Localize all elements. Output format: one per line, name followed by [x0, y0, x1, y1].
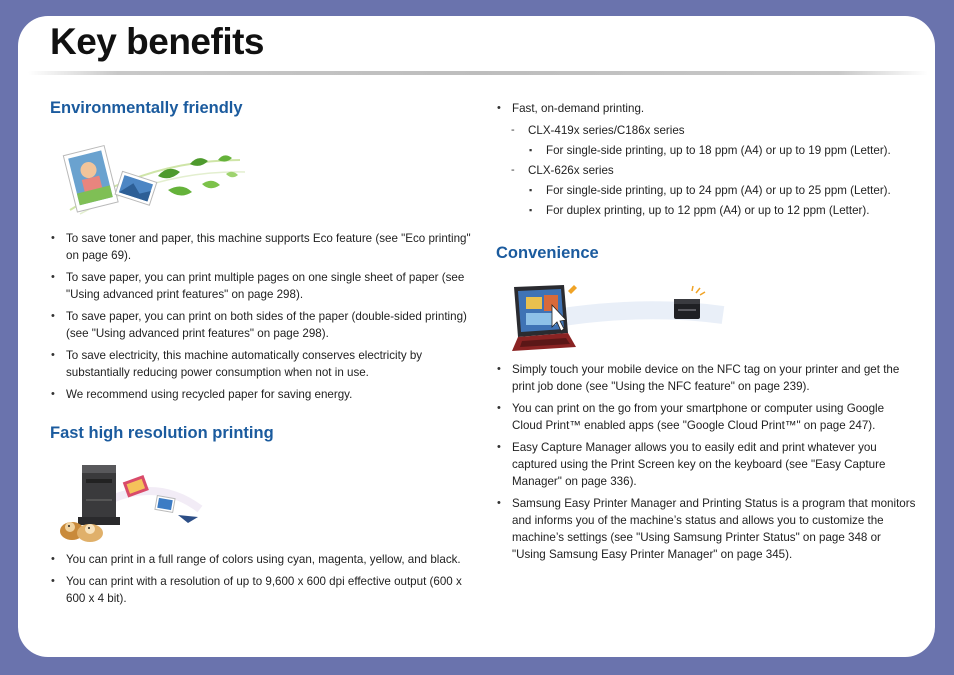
list-item: • Simply touch your mobile device on the NFC tag on your printer and get the print job done (see "Using the NFC feature" on page 239). [496, 361, 916, 395]
list-item: • To save toner and paper, this machine supports Eco feature (see "Eco printing" on page 69). [50, 230, 475, 264]
printer-figure [50, 459, 475, 551]
convenience-figure [496, 281, 916, 361]
eco-figure [50, 140, 475, 230]
environment-list [50, 230, 475, 403]
section-heading-environment: Environmentally friendly [50, 99, 243, 117]
eco-leaves-photo-icon [50, 140, 250, 218]
list-item: • Easy Capture Manager allows you to easily edit and print whatever you captured using the Print Screen key on the keyboard (see "Easy Capture Manager" on page 336). [496, 439, 916, 490]
spec-item: ▪ For single-side printing, up to 18 ppm (A4) or up to 19 ppm (Letter). [496, 142, 916, 159]
document-page [18, 16, 935, 657]
list-item: • To save paper, you can print multiple pages on one single sheet of paper (see "Using advanced print features" on page 298). [50, 269, 475, 303]
fast-printing-list [50, 551, 475, 607]
list-item: • Fast, on-demand printing. [496, 100, 916, 117]
list-item: • To save paper, you can print on both sides of the paper (double-sided printing) (see "Using advanced print features" on page 298). [50, 308, 475, 342]
title-divider [28, 71, 928, 75]
list-item: • You can print in a full range of colors using cyan, magenta, yellow, and black. [50, 551, 475, 568]
spec-item: ▪ For single-side printing, up to 24 ppm (A4) or up to 25 ppm (Letter). [496, 182, 916, 199]
list-item: • We recommend using recycled paper for saving energy. [50, 386, 475, 403]
model-item: - CLX-419x series/C186x series [496, 122, 916, 139]
list-item: • Samsung Easy Printer Manager and Printing Status is a program that monitors and informs you of the machine’s status and allows you to customize the machine’s settings (see "Using Samsung Printer Status" on page 348 or "Using Samsung Easy Printer Manager" on page 345). [496, 495, 916, 563]
list-item: • You can print on the go from your smartphone or computer using Google Cloud Print™ enabled apps (see "Google Cloud Print™" on page 247). [496, 400, 916, 434]
spec-item: ▪ For duplex printing, up to 12 ppm (A4) or up to 12 ppm (Letter). [496, 202, 916, 219]
color-printer-icon [60, 459, 220, 543]
page-title: Key benefits [50, 21, 265, 62]
speed-list [496, 100, 916, 219]
model-item: - CLX-626x series [496, 162, 916, 179]
list-item: • You can print with a resolution of up to 9,600 x 600 dpi effective output (600 x 600 x 4 bit). [50, 573, 475, 607]
section-heading-fast-printing: Fast high resolution printing [50, 424, 274, 442]
left-column [50, 96, 475, 612]
convenience-list [496, 361, 916, 563]
right-column [496, 100, 916, 568]
list-item: • To save electricity, this machine automatically conserves electricity by substantially reducing power consumption when not in use. [50, 347, 475, 381]
section-heading-convenience: Convenience [496, 244, 599, 262]
laptop-printer-icon [498, 281, 728, 357]
